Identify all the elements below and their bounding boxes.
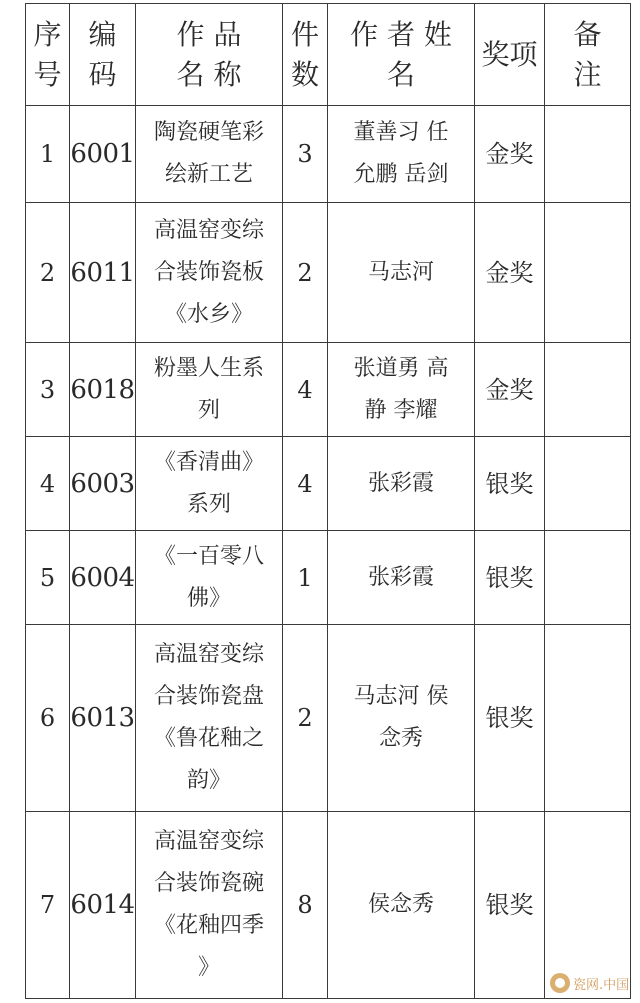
code-cell: 6014: [70, 812, 136, 999]
note-cell: [545, 625, 631, 812]
header-work-name: 作 品 名 称: [136, 4, 283, 106]
author-cell: 马志河: [328, 203, 475, 343]
work-name-cell: 粉墨人生系 列: [136, 343, 283, 437]
count-cell: 2: [283, 625, 328, 812]
award-cell: 银奖: [475, 812, 545, 999]
award-cell: 金奖: [475, 343, 545, 437]
table-row: [26, 106, 631, 203]
count-cell: 8: [283, 812, 328, 999]
note-cell: [545, 437, 631, 531]
code-cell: 6013: [70, 625, 136, 812]
count-cell: 2: [283, 203, 328, 343]
note-cell: [545, 531, 631, 625]
table-row: [26, 625, 631, 812]
awards-table: [25, 3, 631, 999]
author-cell: 张彩霞: [328, 437, 475, 531]
serial-cell: 7: [26, 812, 70, 999]
author-cell: 董善习 任 允鹏 岳剑: [328, 106, 475, 203]
author-cell: 马志河 侯 念秀: [328, 625, 475, 812]
code-cell: 6011: [70, 203, 136, 343]
header-count: 件 数: [283, 4, 328, 106]
work-name-cell: 陶瓷硬笔彩 绘新工艺: [136, 106, 283, 203]
work-name-cell: 《香清曲》 系列: [136, 437, 283, 531]
award-cell: 银奖: [475, 625, 545, 812]
watermark: [550, 970, 630, 996]
code-cell: 6001: [70, 106, 136, 203]
header-award: 奖项: [475, 4, 545, 106]
award-cell: 银奖: [475, 531, 545, 625]
award-cell: 金奖: [475, 203, 545, 343]
serial-cell: 1: [26, 106, 70, 203]
serial-cell: 6: [26, 625, 70, 812]
serial-cell: 3: [26, 343, 70, 437]
header-row: [26, 4, 631, 106]
note-cell: [545, 343, 631, 437]
header-note: 备 注: [545, 4, 631, 106]
header-code: 编 码: [70, 4, 136, 106]
code-cell: 6004: [70, 531, 136, 625]
award-cell: 银奖: [475, 437, 545, 531]
author-cell: 张道勇 高 静 李耀: [328, 343, 475, 437]
table-row: [26, 437, 631, 531]
serial-cell: 2: [26, 203, 70, 343]
award-cell: 金奖: [475, 106, 545, 203]
note-cell: [545, 106, 631, 203]
header-author-name: 作 者 姓 名: [328, 4, 475, 106]
serial-cell: 4: [26, 437, 70, 531]
work-name-cell: 《一百零八 佛》: [136, 531, 283, 625]
code-cell: 6018: [70, 343, 136, 437]
work-name-cell: 高温窑变综 合装饰瓷盘 《鲁花釉之 韵》: [136, 625, 283, 812]
table-row: [26, 812, 631, 999]
serial-cell: 5: [26, 531, 70, 625]
table-row: [26, 531, 631, 625]
work-name-cell: 高温窑变综 合装饰瓷板 《水乡》: [136, 203, 283, 343]
count-cell: 4: [283, 343, 328, 437]
count-cell: 1: [283, 531, 328, 625]
table-row: [26, 203, 631, 343]
work-name-cell: 高温窑变综 合装饰瓷碗 《花釉四季 》: [136, 812, 283, 999]
count-cell: 3: [283, 106, 328, 203]
author-cell: 张彩霞: [328, 531, 475, 625]
author-cell: 侯念秀: [328, 812, 475, 999]
code-cell: 6003: [70, 437, 136, 531]
note-cell: [545, 203, 631, 343]
watermark-text: 瓷网.中国: [573, 977, 630, 993]
header-serial: 序 号: [26, 4, 70, 106]
porcelain-logo-icon: [550, 973, 570, 993]
table-row: [26, 343, 631, 437]
count-cell: 4: [283, 437, 328, 531]
